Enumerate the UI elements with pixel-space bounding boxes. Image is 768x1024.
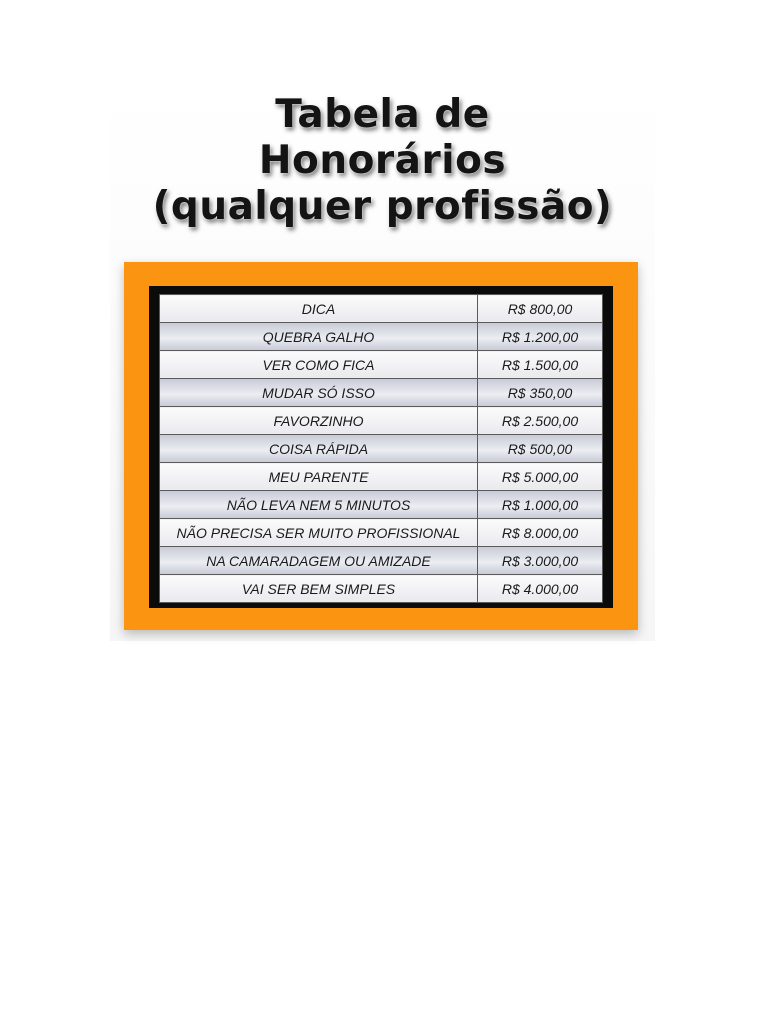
orange-frame — [124, 262, 638, 630]
price-cell: R$ 1.000,00 — [478, 491, 603, 519]
table-row — [160, 379, 603, 407]
service-cell: NÃO LEVA NEM 5 MINUTOS — [160, 491, 478, 519]
price-cell: R$ 350,00 — [478, 379, 603, 407]
table-row — [160, 435, 603, 463]
title-line-2: Honorários — [258, 138, 507, 183]
service-cell: NÃO PRECISA SER MUITO PROFISSIONAL — [160, 519, 478, 547]
price-cell: R$ 3.000,00 — [478, 547, 603, 575]
service-cell: VAI SER BEM SIMPLES — [160, 575, 478, 603]
price-cell: R$ 8.000,00 — [478, 519, 603, 547]
black-frame — [149, 286, 613, 608]
service-cell: QUEBRA GALHO — [160, 323, 478, 351]
price-cell: R$ 5.000,00 — [478, 463, 603, 491]
service-cell: VER COMO FICA — [160, 351, 478, 379]
service-cell: DICA — [160, 295, 478, 323]
table-row — [160, 295, 603, 323]
table-row — [160, 491, 603, 519]
table-row — [160, 323, 603, 351]
price-cell: R$ 500,00 — [478, 435, 603, 463]
table-row — [160, 407, 603, 435]
price-cell: R$ 2.500,00 — [478, 407, 603, 435]
table-row — [160, 463, 603, 491]
service-cell: COISA RÁPIDA — [160, 435, 478, 463]
title-line-1: Tabela de — [275, 92, 490, 137]
service-cell: MEU PARENTE — [160, 463, 478, 491]
service-cell: FAVORZINHO — [160, 407, 478, 435]
page-title — [110, 92, 655, 230]
price-cell: R$ 4.000,00 — [478, 575, 603, 603]
price-cell: R$ 1.500,00 — [478, 351, 603, 379]
fees-table — [159, 294, 603, 603]
table-row — [160, 547, 603, 575]
price-cell: R$ 800,00 — [478, 295, 603, 323]
table-row — [160, 575, 603, 603]
price-cell: R$ 1.200,00 — [478, 323, 603, 351]
table-row — [160, 351, 603, 379]
table-row — [160, 519, 603, 547]
service-cell: NA CAMARADAGEM OU AMIZADE — [160, 547, 478, 575]
title-line-3: (qualquer profissão) — [152, 184, 613, 229]
service-cell: MUDAR SÓ ISSO — [160, 379, 478, 407]
